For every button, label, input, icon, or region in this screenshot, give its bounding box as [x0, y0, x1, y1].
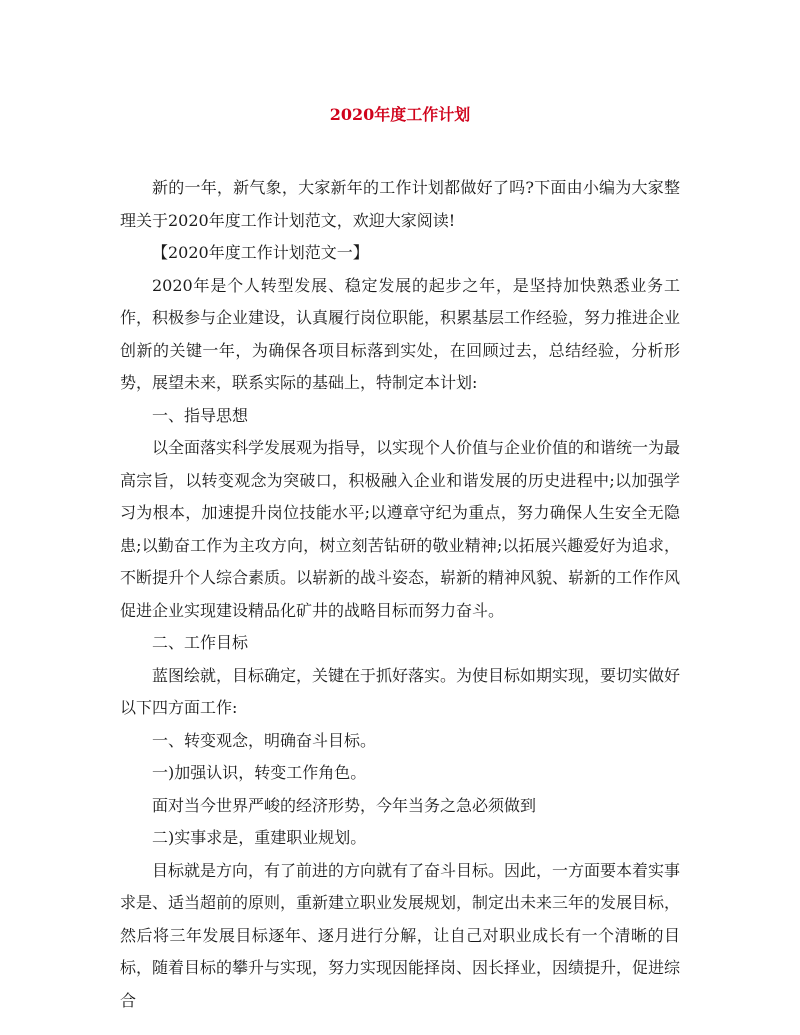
- document-title: 2020年度工作计划: [329, 105, 471, 124]
- heading-guiding-thought: 一、指导思想: [152, 405, 249, 425]
- paragraph-career-planning: 目标就是方向，有了前进的方向就有了奋斗目标。因此，一方面要本着实事求是、适当超前的原则，重新建立职业发展规划，制定出未来三年的发展目标，然后将三年发展目标逐年、逐月进行分解，让自己对职业成长有一个清晰的目标，随着目标的攀升与实现，努力实现因能择岗、因长择业，因绩提升，促进综合: [120, 860, 681, 1010]
- section-heading-sample-one: 【2020年度工作计划范文一】: [152, 243, 369, 262]
- paragraph-work-goals: 蓝图绘就，目标确定，关键在于抓好落实。为使目标如期实现，要切实做好以下四方面工作:: [120, 665, 681, 717]
- paragraph-overview: 2020年是个人转型发展、稳定发展的起步之年，是坚持加快熟悉业务工作，积极参与企业建设，认真履行岗位职能，积累基层工作经验，努力推进企业创新的关键一年，为确保各项目标落到实处，在回顾过去，总结经验，分析形势，展望未来，联系实际的基础上，特制定本计划:: [120, 275, 681, 392]
- paragraph-guiding-thought: 以全面落实科学发展观为指导，以实现个人价值与企业价值的和谐统一为最高宗旨，以转变观念为突破口，积极融入企业和谐发展的历史进程中;以加强学习为根本，加速提升岗位技能水平;以遵章守纪为重点，努力确保人生安全无隐患;以勤奋工作为主攻方向，树立刻苦钻研的敬业精神;以拓展兴趣爱好为追求，不断提升个人综合素质。以崭新的战斗姿态，崭新的精神风貌、崭新的工作作风促进企业实现建设精品化矿井的战略目标而努力奋斗。: [120, 438, 681, 620]
- subheading-career-planning: 二)实事求是，重建职业规划。: [152, 828, 367, 847]
- subheading-strengthen-awareness: 一)加强认识，转变工作角色。: [152, 763, 367, 782]
- heading-change-mindset: 一、转变观念，明确奋斗目标。: [152, 730, 377, 750]
- heading-work-goals: 二、工作目标: [152, 633, 249, 652]
- paragraph-economic-situation: 面对当今世界严峻的经济形势，今年当务之急必须做到: [152, 795, 537, 815]
- document-body: [120, 172, 680, 1017]
- paragraph-intro: 新的一年，新气象，大家新年的工作计划都做好了吗?下面由小编为大家整理关于2020年度工作计划范文，欢迎大家阅读!: [120, 178, 680, 230]
